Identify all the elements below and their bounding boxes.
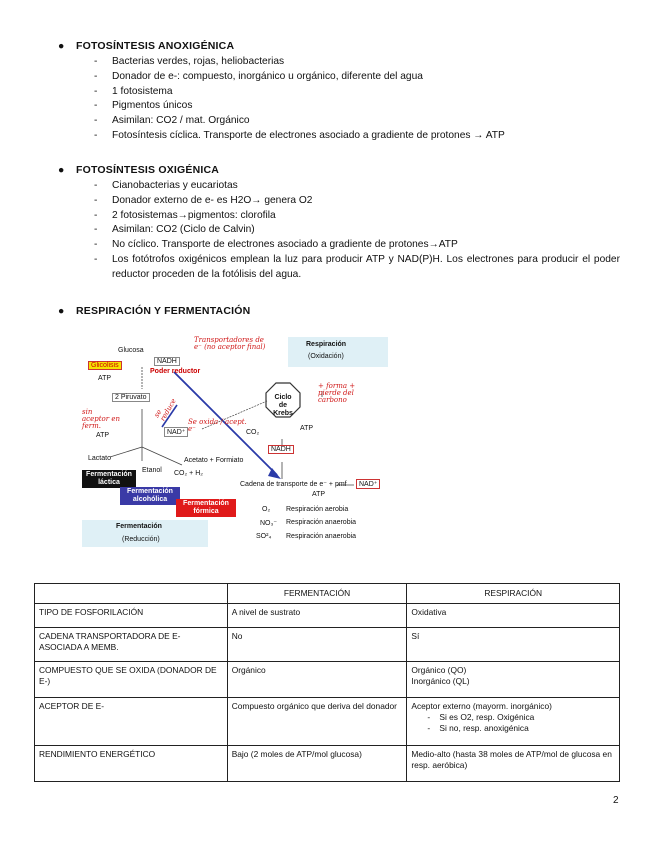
resp-line: Aceptor externo (mayorm. inorgánico) <box>411 701 552 711</box>
row-label: CADENA TRANSPORTADORA DE E- ASOCIADA A MEMB. <box>35 628 228 662</box>
atp-label: ATP <box>96 432 110 439</box>
nadh-box: NADH <box>268 445 294 454</box>
lactato-label: Lactato <box>88 455 111 462</box>
resp-line: Inorgánico (QL) <box>411 676 470 686</box>
row-label: RENDIMIENTO ENERGÉTICO <box>35 746 228 782</box>
atp-label: ATP <box>300 425 314 432</box>
list-item: - Pigmentos únicos <box>94 99 505 114</box>
resp-anaerobia-label: Respiración anaerobia <box>286 519 357 526</box>
list-item: - Cianobacterias y eucariotas <box>94 179 620 194</box>
ferm-cell: A nivel de sustrato <box>227 604 407 628</box>
list-item: - No cíclico. Transporte de electrones asociado a gradiente de protones→ATP <box>94 238 620 253</box>
table-header-cell: RESPIRACIÓN <box>407 584 620 604</box>
no3-label: NO₃⁻ <box>260 520 278 527</box>
piruvato-box: 2 Piruvato <box>112 393 150 402</box>
metabolism-diagram <box>82 337 388 547</box>
o2-label: O₂ <box>262 506 271 513</box>
ferm-cell: Orgánico <box>227 662 407 698</box>
glucosa-label: Glucosa <box>118 347 144 354</box>
respiracion-title: Respiración <box>306 341 347 348</box>
ferm-cell: Compuesto orgánico que deriva del donador <box>227 698 407 746</box>
resp-cell <box>407 698 620 746</box>
section-title-oxigenica: ● FOTOSÍNTESIS OXIGÉNICA <box>58 164 220 176</box>
list-item: - Asimilan: CO2 / mat. Orgánico <box>94 114 505 129</box>
nad-box: NAD⁺ <box>356 479 380 489</box>
ferm-lactica-box: Fermentación láctica <box>82 470 136 488</box>
resp-cell: Sí <box>407 628 620 662</box>
list-oxigenica <box>94 179 620 283</box>
ciclo-krebs-label: Ciclo de Krebs <box>273 394 293 417</box>
resp-aerobia-label: Respiración aerobia <box>286 506 349 513</box>
list-item: - Donador externo de e- es H2O→ genera O2 <box>94 194 620 209</box>
nad-box: NAD⁺ <box>164 427 188 437</box>
ferm-cell: No <box>227 628 407 662</box>
list-item: - 2 fotosistemas→pigmentos: clorofila <box>94 209 620 224</box>
table-header-cell <box>35 584 228 604</box>
respiracion-sub: (Oxidación) <box>308 353 344 360</box>
resp-cell <box>407 662 620 698</box>
table-header-cell: FERMENTACIÓN <box>227 584 407 604</box>
ferm-alcoholica-box: Fermentación alcohólica <box>120 487 180 505</box>
etanol-label: Etanol <box>142 467 162 474</box>
page-number: 2 <box>613 795 619 806</box>
resp-cell: Oxidativa <box>407 604 620 628</box>
table-row <box>35 746 620 782</box>
table-row <box>35 698 620 746</box>
handwritten-note: Transportadores de e⁻ (no aceptor final) <box>194 336 266 351</box>
cadena-label: Cadena de transporte de e⁻ + pmf <box>240 481 347 488</box>
bullet-icon: ● <box>58 305 65 317</box>
so4-label: SO²₄ <box>256 533 272 540</box>
bullet-icon: ● <box>58 40 65 52</box>
list-item: - Si no, resp. anoxigénica <box>427 723 615 734</box>
row-label: TIPO DE FOSFORILACIÓN <box>35 604 228 628</box>
table-row <box>35 628 620 662</box>
ferm-formica-box: Fermentación fórmica <box>176 499 236 517</box>
nadh-box: NADH <box>154 357 180 366</box>
co2-label: CO₂ <box>246 429 260 436</box>
list-item: - Bacterias verdes, rojas, heliobacterias <box>94 55 505 70</box>
handwritten-note: Se oxida / acept. e⁻ <box>188 418 247 433</box>
row-label: COMPUESTO QUE SE OXIDA (DONADOR DE E-) <box>35 662 228 698</box>
co2-h2-label: CO₂ + H₂ <box>174 470 203 477</box>
comparison-table <box>34 583 620 782</box>
table-header-row <box>35 584 620 604</box>
list-item: - Los fotótrofos oxigénicos emplean la luz para producir ATP y NAD(P)H. Los electrones para producir el poder reductor proceden de la fotólisis del agua. <box>94 253 620 283</box>
list-anoxigenica <box>94 55 505 144</box>
resp-anaerobia-label: Respiración anaerobia <box>286 533 357 540</box>
handwritten-note: sin aceptor en ferm. <box>82 408 120 430</box>
ferm-cell: Bajo (2 moles de ATP/mol glucosa) <box>227 746 407 782</box>
poder-reductor-label: Poder reductor <box>150 368 201 375</box>
atp-label: ATP <box>98 375 112 382</box>
list-item: - 1 fotosistema <box>94 85 505 100</box>
list-item: - Donador de e-: compuesto, inorgánico u orgánico, diferente del agua <box>94 70 505 85</box>
bullet-icon: ● <box>58 164 65 176</box>
section-title-respiracion: ● RESPIRACIÓN Y FERMENTACIÓN <box>58 305 251 317</box>
fermentacion-title: Fermentación <box>116 523 162 530</box>
acetato-label: Acetato + Formiato <box>184 457 244 464</box>
handwritten-note: + forma + pierde del carbono <box>318 382 356 404</box>
list-item: - Si es O2, resp. Oxigénica <box>427 712 615 723</box>
table-row <box>35 604 620 628</box>
atp-label: ATP <box>312 491 326 498</box>
table-row <box>35 662 620 698</box>
handwritten-note: se reduce <box>152 397 178 423</box>
fermentacion-sub: (Reducción) <box>122 536 160 543</box>
list-item: - Asimilan: CO2 (Ciclo de Calvin) <box>94 223 620 238</box>
section-title-anoxigenica: ● FOTOSÍNTESIS ANOXIGÉNICA <box>58 40 235 52</box>
resp-sublist <box>411 712 615 734</box>
resp-line: Orgánico (QO) <box>411 665 467 675</box>
row-label: ACEPTOR DE E- <box>35 698 228 746</box>
resp-cell: Medio-alto (hasta 38 moles de ATP/mol de glucosa en resp. aeróbica) <box>407 746 620 782</box>
list-item: - Fotosíntesis cíclica. Transporte de electrones asociado a gradiente de protones → ATP <box>94 129 505 144</box>
glicolisis-box: Glicolisis <box>88 361 122 370</box>
